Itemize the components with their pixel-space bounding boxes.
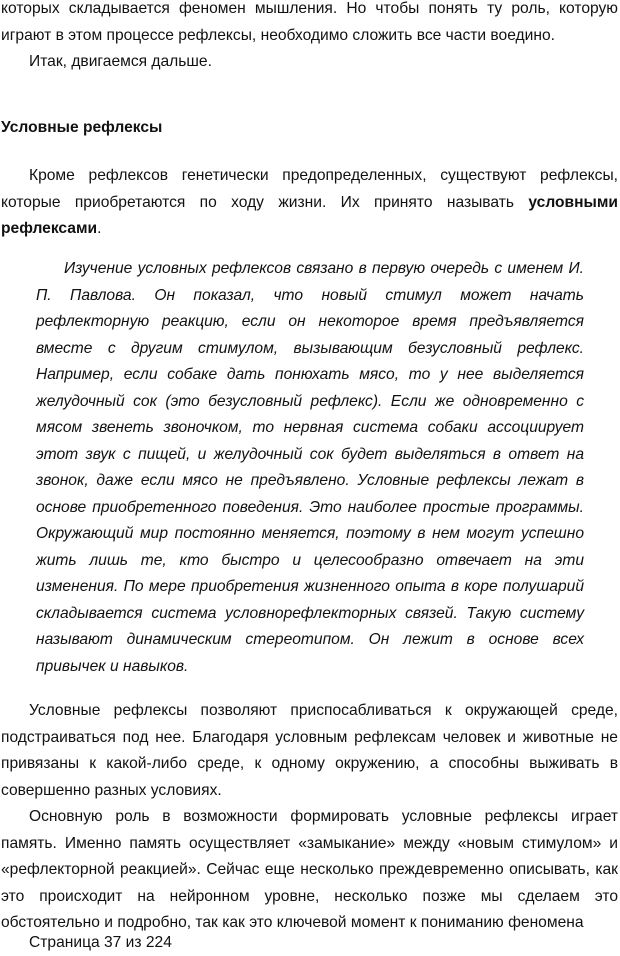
paragraph-next: Итак, двигаемся дальше. [29, 53, 212, 70]
section-heading: Условные рефлексы [1, 119, 163, 136]
paragraph-continuation: которых складывается феномен мышления. Но чтобы понять ту роль, которую играют в этом процессе рефлексы, необходимо сложить все части воедино. [1, 0, 618, 44]
bottom-text-block [1, 698, 618, 937]
paragraph-memory: Основную роль в возможности формировать условные рефлексы играет память. Именно память осуществляет «замыкание» между «новым стимулом» и «рефлекторной реакцией». Сейчас еще несколько преждевременно описывать, как это происходит на нейронном уровне, несколько позже мы сделаем это обстоятельно и подробно, так как это ключевой момент к пониманию феномена [1, 808, 618, 931]
top-text-block [1, 0, 618, 76]
bold-term: условными рефлексами [1, 193, 618, 237]
paragraph-intro [1, 163, 618, 243]
quote-block: Изучение условных рефлексов связано в первую очередь с именем И. П. Павлова. Он показал, что новый стимул может начать рефлекторную реакцию, если он некоторое время предъявляется вместе с другим стимулом, вызывающим безусловный рефлекс. Например, если собаке дать понюхать мясо, то у нее выделяется желудочный сок (это безусловный рефлекс). Если же одновременно с мясом звенеть звоночком, то нервная система собаки ассоциирует этот звук с пищей, и желудочный сок будет выделяться в ответ на звонок, даже если мясо не предъявлено. Условные рефлексы лежат в основе приобретенного поведения. Это наиболее простые программы. Окружающий мир постоянно меняется, поэтому в нем могут успешно жить лишь те, кто быстро и целесообразно отвечает на эти изменения. По мере приобретения жизненного опыта в коре полушарий складывается система условнорефлекторных связей. Такую систему называют динамическим стереотипом. Он лежит в основе всех привычек и навыков. [36, 260, 584, 675]
intro-text-end: . [97, 220, 102, 237]
intro-text: Кроме рефлексов генетически предопределенных, существуют рефлексы, которые приобретаются по ходу жизни. Их принято называть [1, 167, 618, 211]
intro-text-block [1, 163, 618, 243]
paragraph-adaptation: Условные рефлексы позволяют приспосабливаться к окружающей среде, подстраиваться под нее. Благодаря условным рефлексам человек и животные не привязаны к какой-либо среде, к одному окружению, а способны выживать в совершенно разных условиях. [1, 702, 618, 799]
page-number-footer: Страница 37 из 224 [29, 934, 172, 951]
